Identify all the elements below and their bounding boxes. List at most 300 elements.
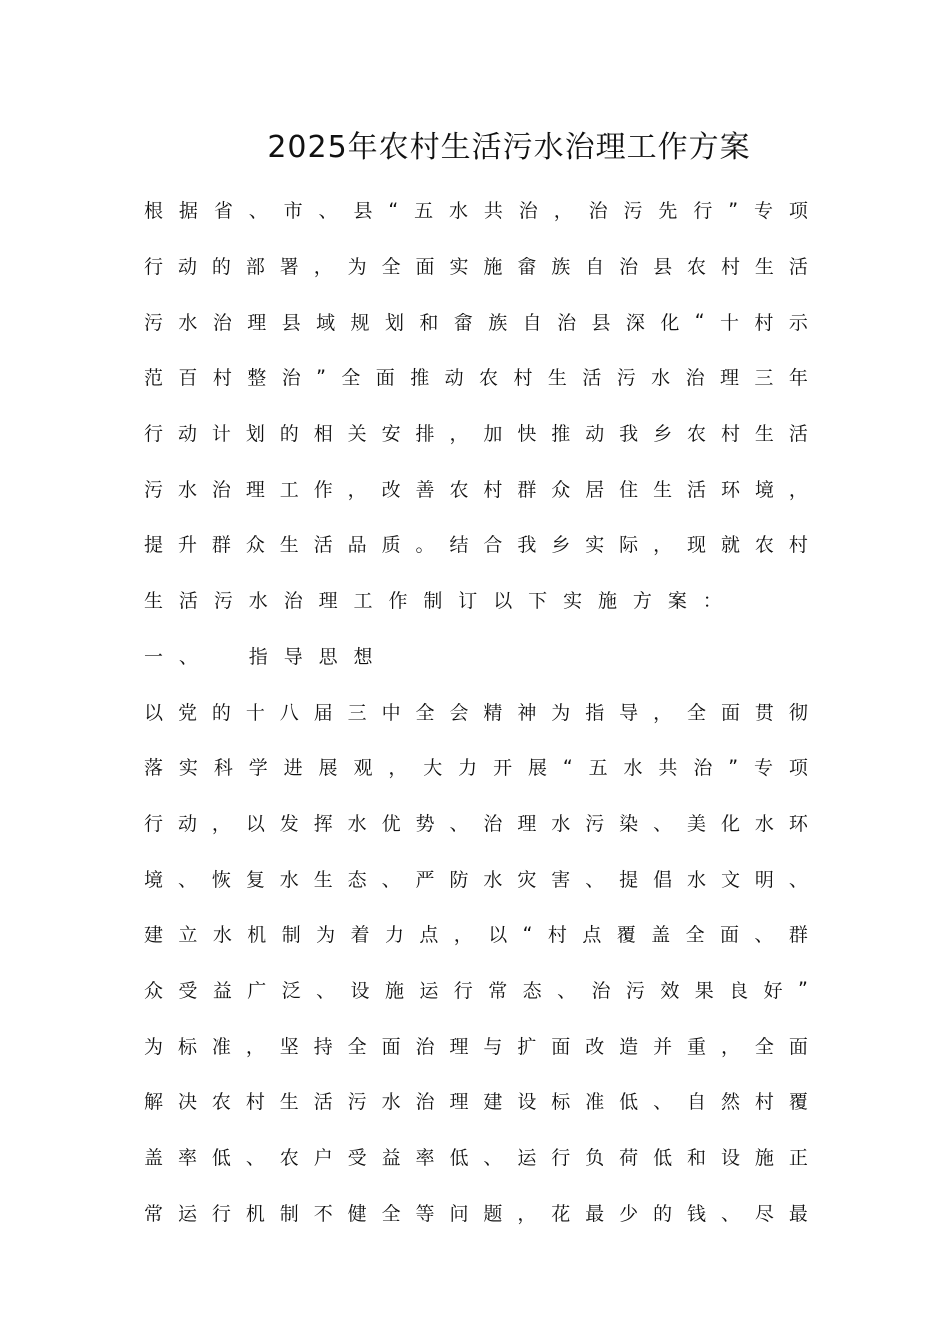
text-char: 年 (788, 367, 808, 390)
text-char: 群 (788, 924, 808, 947)
text-char: ， (245, 1035, 265, 1058)
text-char: 等 (415, 1202, 435, 1225)
text-char: 生 (313, 868, 333, 891)
text-char: 县 (281, 311, 301, 334)
text-char: 活 (582, 367, 602, 390)
text-char: 覆 (788, 1091, 808, 1114)
text-char: 理 (449, 1035, 469, 1058)
text-char: 村 (212, 367, 232, 390)
text-char: 面 (381, 1035, 401, 1058)
text-char: 害 (551, 868, 571, 891)
text-char: 、 (381, 868, 401, 891)
text-char: 灾 (517, 868, 537, 891)
text-char: 水 (483, 868, 503, 891)
body-text-line (144, 795, 808, 851)
text-char: 机 (245, 1202, 265, 1225)
text-char: 化 (660, 311, 680, 334)
text-char: 党 (177, 701, 197, 724)
body-text-line (144, 293, 808, 349)
text-char: 点 (582, 924, 602, 947)
text-char: 水 (177, 478, 197, 501)
text-char: 、 (754, 924, 774, 947)
text-char: 农 (211, 1091, 231, 1114)
text-char: 村 (483, 478, 503, 501)
text-char: 建 (144, 924, 164, 947)
text-char: 合 (483, 534, 503, 557)
text-char: ” (728, 755, 739, 778)
text-char: 、 (449, 812, 469, 835)
text-char: 全 (415, 701, 435, 724)
text-char: 施 (754, 1147, 774, 1170)
text-char: 力 (384, 924, 404, 947)
text-char: 想 (353, 645, 373, 668)
text-char: 导 (619, 701, 639, 724)
text-char: 污 (144, 478, 164, 501)
text-char: 理 (720, 367, 740, 390)
text-char: 治 (591, 979, 611, 1002)
text-char: 全 (381, 1202, 401, 1225)
text-char: 农 (687, 256, 707, 279)
text-char: ， (553, 200, 573, 223)
text-char: 运 (177, 1202, 197, 1225)
text-char: ， (788, 478, 808, 501)
text-char: ” (316, 365, 326, 388)
text-char: 群 (517, 478, 537, 501)
text-char: 水 (651, 367, 671, 390)
text-char: 一 (144, 645, 164, 668)
text-char: 、 (248, 200, 268, 223)
text-char: 制 (423, 590, 443, 613)
text-char: 良 (729, 979, 749, 1002)
text-char: 着 (350, 924, 370, 947)
text-char: 自 (687, 1091, 707, 1114)
text-char: ： (702, 590, 722, 613)
text-char: 的 (279, 423, 299, 446)
text-char: 常 (144, 1202, 164, 1225)
text-char: 深 (625, 311, 645, 334)
text-char: 、 (178, 645, 198, 668)
text-char: 益 (381, 1147, 401, 1170)
text-char: 动 (585, 423, 605, 446)
text-char: 生 (754, 256, 774, 279)
text-char: 治 (619, 256, 639, 279)
text-char: 低 (449, 1147, 469, 1170)
text-char: 村 (245, 1091, 265, 1114)
text-char: 、 (653, 812, 673, 835)
text-char: 改 (381, 478, 401, 501)
text-char: 畲 (517, 256, 537, 279)
text-char: 水 (248, 590, 268, 613)
text-char: 乡 (551, 534, 571, 557)
text-char: 思 (318, 645, 338, 668)
body-text-line (144, 1184, 808, 1240)
text-char: 农 (754, 534, 774, 557)
text-char: 生 (547, 367, 567, 390)
text-char: 村 (788, 534, 808, 557)
text-char: 农 (687, 423, 707, 446)
text-char: 环 (720, 478, 740, 501)
text-char: 三 (347, 701, 367, 724)
body-text-line (144, 460, 808, 516)
text-char: 划 (384, 311, 404, 334)
text-char: 神 (517, 701, 537, 724)
text-char: 精 (483, 701, 503, 724)
text-char: 众 (245, 534, 265, 557)
text-char: 问 (449, 1202, 469, 1225)
text-char: 畲 (453, 311, 473, 334)
text-char: 相 (313, 423, 333, 446)
text-char: 理 (517, 812, 537, 835)
text-char: 实 (563, 590, 583, 613)
text-char: ， (653, 701, 673, 724)
text-char: 农 (279, 1147, 299, 1170)
text-char: ， (313, 256, 333, 279)
text-char: 村 (720, 423, 740, 446)
text-char: 善 (415, 478, 435, 501)
body-text-line (144, 739, 808, 795)
text-char: 面 (375, 367, 395, 390)
text-char: 行 (551, 1147, 571, 1170)
text-char: 水 (754, 812, 774, 835)
text-char: 住 (619, 478, 639, 501)
text-char: 严 (415, 868, 435, 891)
text-char: 然 (720, 1091, 740, 1114)
text-char: 以 (493, 590, 513, 613)
text-char: 就 (720, 534, 740, 557)
text-char: 理 (449, 1091, 469, 1114)
text-char: 污 (347, 1091, 367, 1114)
text-char: 全 (685, 924, 705, 947)
text-char: 解 (144, 1091, 164, 1114)
text-char: 面 (415, 256, 435, 279)
text-char: 化 (720, 812, 740, 835)
text-char: 力 (458, 757, 478, 780)
text-char: 十 (720, 311, 740, 334)
text-char: 省 (213, 200, 233, 223)
text-char: 题 (483, 1202, 503, 1225)
text-char: 行 (144, 423, 164, 446)
text-char: 众 (551, 478, 571, 501)
text-char: 、 (653, 1091, 673, 1114)
body-text-line (144, 572, 808, 628)
text-char: 染 (619, 812, 639, 835)
text-char: 环 (788, 812, 808, 835)
text-char: 治 (415, 1091, 435, 1114)
text-char: 施 (483, 256, 503, 279)
text-char: 低 (619, 1091, 639, 1114)
text-char: 现 (687, 534, 707, 557)
text-char: 、 (177, 868, 197, 891)
text-char: 和 (687, 1147, 707, 1170)
text-char: 动 (177, 256, 197, 279)
text-char: 设 (350, 979, 370, 1002)
text-char: 治 (685, 367, 705, 390)
text-char: 方 (632, 590, 652, 613)
text-char: “ (694, 310, 705, 333)
text-char: 准 (585, 1091, 605, 1114)
text-char: 改 (585, 1035, 605, 1058)
text-char: 设 (517, 1091, 537, 1114)
text-char: 面 (788, 1035, 808, 1058)
text-char: 户 (313, 1147, 333, 1170)
text-char: 际 (619, 534, 639, 557)
text-char: 行 (453, 979, 473, 1002)
text-char: 进 (283, 757, 303, 780)
text-char: 提 (144, 534, 164, 557)
text-char: 工 (279, 478, 299, 501)
text-char: 花 (551, 1202, 571, 1225)
text-char: 水 (279, 868, 299, 891)
body-text-line (144, 906, 808, 962)
text-char: 治 (283, 590, 303, 613)
text-char: 污 (623, 200, 643, 223)
text-char: 面 (551, 1035, 571, 1058)
text-char: 、 (245, 1147, 265, 1170)
text-char: 提 (619, 868, 639, 891)
text-char: 水 (178, 311, 198, 334)
text-char: 下 (528, 590, 548, 613)
text-char: 专 (753, 200, 773, 223)
text-char: 订 (458, 590, 478, 613)
text-char: 势 (415, 812, 435, 835)
text-char: 快 (517, 423, 537, 446)
text-char: 我 (517, 534, 537, 557)
text-char: 居 (585, 478, 605, 501)
text-char: 落 (144, 757, 164, 780)
text-char: 动 (177, 812, 197, 835)
text-char: 水 (687, 868, 707, 891)
text-char: 钱 (687, 1202, 707, 1225)
text-char: ” (728, 198, 739, 221)
text-char: 泛 (281, 979, 301, 1002)
text-char: 负 (585, 1147, 605, 1170)
text-char: 治 (281, 367, 301, 390)
text-char: 正 (788, 1147, 808, 1170)
text-char: 推 (410, 367, 430, 390)
text-char: 治 (212, 311, 232, 334)
text-char: 水 (623, 757, 643, 780)
text-char: “ (562, 755, 573, 778)
text-char: 的 (211, 701, 231, 724)
text-char: 动 (444, 367, 464, 390)
text-char: 据 (178, 200, 198, 223)
body-text-line (144, 683, 808, 739)
text-char: 专 (753, 757, 773, 780)
text-char: 效 (660, 979, 680, 1002)
text-char: 施 (597, 590, 617, 613)
text-char: 根 (144, 200, 164, 223)
text-char: 与 (483, 1035, 503, 1058)
text-char: 升 (177, 534, 197, 557)
text-char: 八 (279, 701, 299, 724)
text-char: 科 (213, 757, 233, 780)
text-char: 推 (551, 423, 571, 446)
text-char: 作 (313, 478, 333, 501)
text-char: 水 (381, 1091, 401, 1114)
text-char: 运 (419, 979, 439, 1002)
text-char: 实 (178, 757, 198, 780)
text-char: 、 (720, 1202, 740, 1225)
text-char: 三 (754, 367, 774, 390)
text-char: 工 (353, 590, 373, 613)
text-char: “ (522, 922, 533, 945)
text-char: 五 (588, 757, 608, 780)
text-char: 水 (347, 812, 367, 835)
text-char: 生 (144, 590, 164, 613)
text-char: 、 (316, 979, 336, 1002)
body-text-line (144, 516, 808, 572)
text-char: 自 (585, 256, 605, 279)
text-char: 村 (754, 1091, 774, 1114)
text-char: 全 (687, 701, 707, 724)
text-char: 盖 (651, 924, 671, 947)
text-char: 域 (316, 311, 336, 334)
text-char: 活 (687, 478, 707, 501)
text-char: 群 (211, 534, 231, 557)
text-char: 设 (720, 1147, 740, 1170)
text-char: 规 (350, 311, 370, 334)
text-char: 、 (483, 1147, 503, 1170)
text-char: 果 (694, 979, 714, 1002)
text-char: 挥 (313, 812, 333, 835)
text-char: 族 (488, 311, 508, 334)
text-char: 盖 (144, 1147, 164, 1170)
text-char: 为 (144, 1035, 164, 1058)
text-char: 案 (667, 590, 687, 613)
text-char: 面 (720, 924, 740, 947)
text-char: 全 (347, 1035, 367, 1058)
text-char: 治 (557, 311, 577, 334)
text-char: 排 (415, 423, 435, 446)
text-char: 治 (693, 757, 713, 780)
text-char: 实 (585, 534, 605, 557)
text-char: 态 (347, 868, 367, 891)
text-char: 治 (211, 478, 231, 501)
text-char: 点 (419, 924, 439, 947)
text-char: 生 (653, 478, 673, 501)
text-char: 覆 (616, 924, 636, 947)
section-heading (144, 628, 808, 684)
text-char: 行 (693, 200, 713, 223)
text-char: 、 (585, 868, 605, 891)
text-char: 五 (414, 200, 434, 223)
text-char: 运 (517, 1147, 537, 1170)
text-char: 实 (449, 256, 469, 279)
text-char: ， (653, 534, 673, 557)
text-char: 治 (588, 200, 608, 223)
text-char: 决 (177, 1091, 197, 1114)
text-char: 治 (518, 200, 538, 223)
document-title: 2025年农村生活污水治理工作方案 (267, 130, 751, 165)
text-char: ， (720, 1035, 740, 1058)
text-char: 安 (381, 423, 401, 446)
text-char: 为 (551, 701, 571, 724)
text-char: 全 (341, 367, 361, 390)
body-text-line (144, 238, 808, 294)
body-text-line (144, 405, 808, 461)
text-char: 恢 (211, 868, 231, 891)
text-char: 动 (177, 423, 197, 446)
text-char: 大 (423, 757, 443, 780)
text-char: 并 (653, 1035, 673, 1058)
text-char: 整 (247, 367, 267, 390)
text-char: 为 (347, 256, 367, 279)
text-char: 先 (658, 200, 678, 223)
text-char: 常 (488, 979, 508, 1002)
text-char: 自 (522, 311, 542, 334)
text-char: 制 (281, 924, 301, 947)
text-char: 展 (318, 757, 338, 780)
text-char: 扩 (517, 1035, 537, 1058)
text-char: 的 (653, 1202, 673, 1225)
text-char: 活 (313, 1091, 333, 1114)
text-char: 文 (720, 868, 740, 891)
text-char: 机 (247, 924, 267, 947)
text-char: 中 (381, 701, 401, 724)
text-char: 污 (213, 590, 233, 613)
text-char: 明 (754, 868, 774, 891)
text-char: 低 (211, 1147, 231, 1170)
text-char: 县 (353, 200, 373, 223)
text-char: 态 (522, 979, 542, 1002)
text-char: 率 (415, 1147, 435, 1170)
text-char: 以 (144, 701, 164, 724)
text-char: 的 (211, 256, 231, 279)
text-char: 准 (211, 1035, 231, 1058)
body-text-line (144, 182, 808, 238)
text-char: 贯 (754, 701, 774, 724)
text-char: 美 (687, 812, 707, 835)
text-char: 十 (245, 701, 265, 724)
text-char: 污 (585, 812, 605, 835)
text-char: 治 (415, 1035, 435, 1058)
text-char: ， (517, 1202, 537, 1225)
text-char: 会 (449, 701, 469, 724)
text-char: 最 (585, 1202, 605, 1225)
text-char: 村 (754, 311, 774, 334)
text-char: 理 (247, 311, 267, 334)
text-char: 广 (247, 979, 267, 1002)
text-char: 水 (551, 812, 571, 835)
text-char: 结 (449, 534, 469, 557)
text-char: 优 (381, 812, 401, 835)
text-char: 水 (448, 200, 468, 223)
text-char: 百 (178, 367, 198, 390)
text-char: 污 (144, 311, 164, 334)
text-char: 少 (619, 1202, 639, 1225)
text-char: 届 (313, 701, 333, 724)
text-char: 治 (483, 812, 503, 835)
text-char: 率 (177, 1147, 197, 1170)
text-char: 村 (720, 256, 740, 279)
text-char: 受 (178, 979, 198, 1002)
text-char: 持 (313, 1035, 333, 1058)
text-char: 尽 (754, 1202, 774, 1225)
text-char: 、 (788, 868, 808, 891)
text-char: 生 (754, 423, 774, 446)
text-char: 活 (788, 423, 808, 446)
text-char: 坚 (279, 1035, 299, 1058)
text-char: ” (798, 978, 808, 1001)
text-char: 益 (212, 979, 232, 1002)
text-char: “ (388, 198, 399, 221)
text-char: 水 (212, 924, 232, 947)
text-char: 境 (754, 478, 774, 501)
text-char: 重 (687, 1035, 707, 1058)
text-char: 农 (479, 367, 499, 390)
text-char: ， (347, 478, 367, 501)
text-char: 倡 (653, 868, 673, 891)
